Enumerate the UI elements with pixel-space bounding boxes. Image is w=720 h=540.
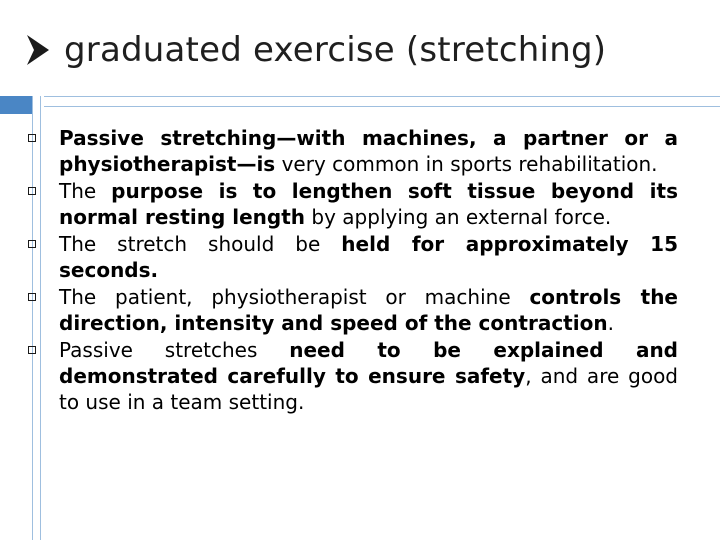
accent-horizontal-rule bbox=[44, 96, 720, 107]
bullet-item bbox=[24, 337, 678, 415]
bullet-text bbox=[59, 338, 678, 414]
bullet-text-plain: . bbox=[607, 311, 614, 335]
bullet-text bbox=[59, 285, 678, 335]
bullet-text-plain: Passive stretches bbox=[59, 338, 290, 362]
bullet-text bbox=[59, 232, 678, 282]
accent-bar-block bbox=[0, 96, 32, 114]
bullet-list bbox=[24, 125, 678, 416]
bullet-item bbox=[24, 178, 678, 230]
bullet-text-plain: The stretch should be bbox=[59, 232, 342, 256]
bullet-item bbox=[24, 231, 678, 283]
arrow-bullet-icon bbox=[26, 34, 50, 66]
bullet-text-bold: Passive stretching—with machines, a partner or a physiotherapist—is bbox=[59, 126, 678, 176]
bullet-text-bold: controls the direction, intensity and speed of the contraction bbox=[59, 285, 678, 335]
slide-title-row bbox=[26, 30, 606, 70]
square-bullet-icon bbox=[28, 134, 36, 142]
square-bullet-icon bbox=[28, 187, 36, 195]
square-bullet-icon bbox=[28, 240, 36, 248]
bullet-text-plain: by applying an external force. bbox=[305, 205, 612, 229]
slide-title: graduated exercise (stretching) bbox=[64, 30, 607, 70]
bullet-text-plain: The bbox=[59, 179, 112, 203]
bullet-text-plain: very common in sports rehabilitation. bbox=[275, 152, 658, 176]
bullet-text bbox=[59, 126, 678, 176]
bullet-item bbox=[24, 284, 678, 336]
square-bullet-icon bbox=[28, 346, 36, 354]
bullet-text-bold: need to be explained and demonstrated carefully to ensure safety bbox=[59, 338, 678, 388]
bullet-text-plain: The patient, physiotherapist or machine bbox=[59, 285, 530, 309]
bullet-text-bold: held for approximately 15 seconds. bbox=[59, 232, 679, 282]
bullet-item bbox=[24, 125, 678, 177]
bullet-text-bold: purpose is to lengthen soft tissue beyond its normal resting length bbox=[59, 179, 678, 229]
bullet-text-plain: , and are good to use in a team setting. bbox=[59, 364, 678, 414]
bullet-text bbox=[59, 179, 678, 229]
square-bullet-icon bbox=[28, 293, 36, 301]
